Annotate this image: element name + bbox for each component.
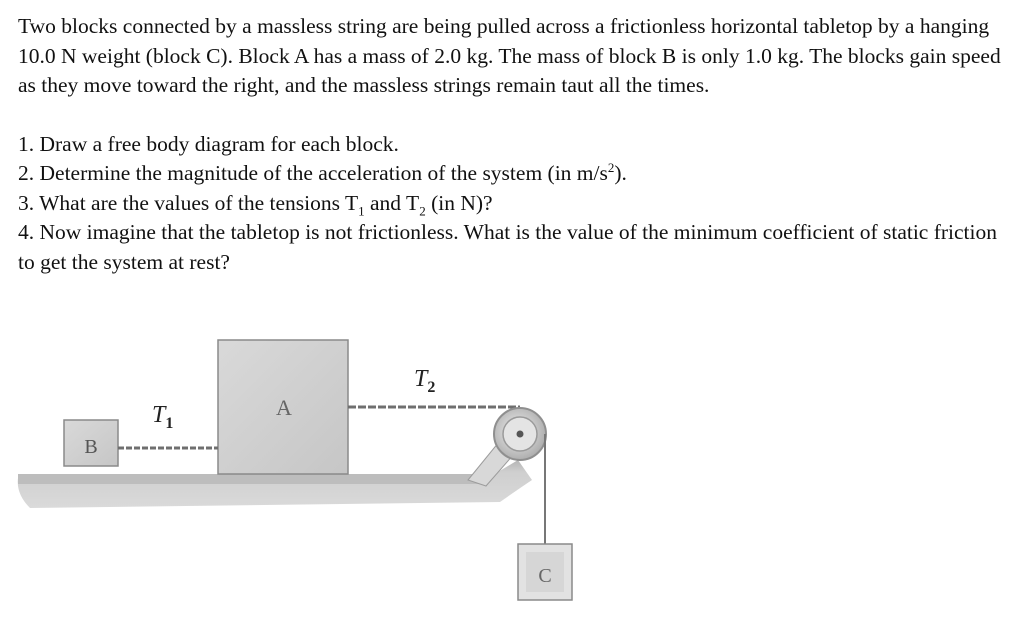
t2-subscript: 2	[427, 379, 436, 396]
question-3-subscript-2: 2	[419, 202, 426, 218]
problem-text	[18, 12, 1008, 277]
question-3-end: (in N)?	[425, 190, 493, 215]
t1-symbol: T	[152, 402, 166, 428]
question-2-end: ).	[614, 161, 627, 185]
problem-intro: Two blocks connected by a massless string are being pulled across a frictionless horizontal tabletop by a hanging 10.0 N weight (block C). Block A has a mass of 2.0 kg. The mass of block B is only 1.0 kg. The blocks gain speed as they move toward the right, and the massless strings remain taut all the times.	[18, 14, 1001, 97]
t2-symbol: T	[414, 366, 428, 392]
question-2-text: 2. Determine the magnitude of the acceleration of the system (in m/s	[18, 161, 608, 185]
question-2-superscript: 2	[607, 159, 615, 175]
question-list	[18, 130, 1008, 278]
question-3-middle: and T	[364, 190, 420, 215]
question-4: 4. Now imagine that the tabletop is not frictionless. What is the value of the minimum coefficient of static friction to get the system at rest?	[18, 220, 998, 274]
block-c-label: C	[538, 565, 552, 587]
t1-subscript: 1	[165, 415, 174, 432]
question-2	[18, 159, 1008, 189]
question-3-text: 3. What are the values of the tensions T	[18, 190, 359, 215]
t1-label	[152, 402, 173, 432]
pulley-diagram	[0, 330, 1024, 624]
question-1: 1. Draw a free body diagram for each block.	[18, 131, 399, 156]
block-a-label: A	[276, 395, 292, 420]
pulley-axle	[517, 431, 524, 438]
question-3-subscript-1: 1	[358, 202, 365, 218]
t2-label	[414, 366, 435, 396]
question-3	[18, 189, 1008, 219]
tabletop-surface	[18, 474, 488, 484]
block-b-label: B	[84, 436, 98, 458]
